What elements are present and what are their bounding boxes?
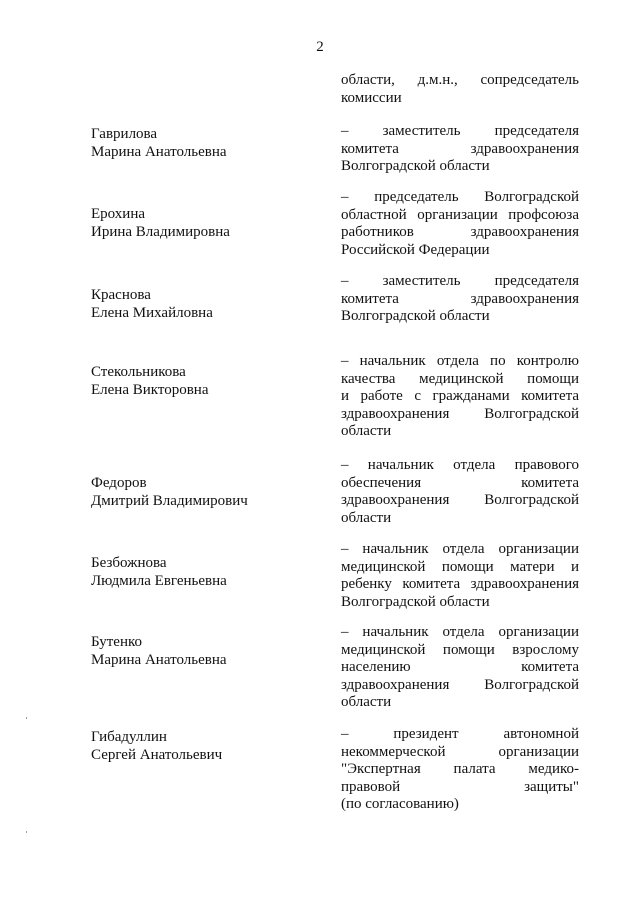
role-line: обеспечения комитета [341, 474, 579, 491]
role-line: комитета здравоохранения [341, 140, 579, 157]
member-given-names: Елена Викторовна [91, 382, 209, 398]
member-given-names: Дмитрий Владимирович [91, 493, 248, 509]
member-given-names: Сергей Анатольевич [91, 747, 223, 763]
role-line: ребенку комитета здравоохранения [341, 576, 579, 592]
member-name [91, 474, 321, 510]
role-line: медицинской помощи матери и [341, 558, 579, 575]
role-line: области [341, 694, 392, 710]
member-role [341, 353, 579, 441]
member-name [91, 363, 321, 399]
role-line: правовой защиты" [341, 778, 579, 795]
member-surname: Стекольникова [91, 364, 186, 380]
member-role [341, 624, 579, 712]
member-given-names: Марина Анатольевна [91, 144, 227, 160]
role-line: – председатель Волгоградской [341, 189, 579, 205]
member-surname: Краснова [91, 287, 151, 303]
page-number: 2 [316, 39, 324, 55]
member-role [341, 123, 579, 176]
role-line: Волгоградской области [341, 308, 490, 324]
intro-role-line: комиссии [341, 89, 402, 106]
role-line: – заместитель председателя [341, 273, 579, 289]
role-line: Российской Федерации [341, 241, 490, 258]
role-line: и работе с гражданами комитета [341, 388, 579, 404]
member-surname: Гаврилова [91, 126, 158, 142]
role-line: – начальник отдела организации [341, 541, 579, 557]
role-line: – начальник отдела правового [341, 457, 579, 473]
role-line: качества медицинской помощи [341, 370, 579, 387]
member-role [341, 541, 579, 611]
member-role [341, 189, 579, 259]
role-line: – заместитель председателя [341, 123, 579, 139]
intro-role [341, 72, 579, 107]
role-line: работников здравоохранения [341, 224, 579, 240]
member-role [341, 457, 579, 527]
member-surname: Бутенко [91, 634, 143, 650]
member-given-names: Ирина Владимировна [91, 224, 230, 240]
role-line: (по согласованию) [341, 796, 459, 812]
member-name [91, 728, 321, 764]
role-line: здравоохранения Волгоградской [341, 492, 579, 508]
role-line: медицинской помощи взрослому [341, 641, 579, 658]
scan-mark [26, 717, 27, 719]
role-line: "Экспертная палата медико- [341, 761, 579, 777]
member-surname: Безбожнова [91, 555, 167, 571]
role-line: – президент автономной [341, 726, 579, 742]
member-name [91, 554, 321, 590]
role-line: здравоохранения Волгоградской [341, 676, 579, 693]
member-name [91, 286, 321, 322]
role-line: областной организации профсоюза [341, 206, 579, 223]
role-line: некоммерческой организации [341, 743, 579, 760]
role-line: – начальник отдела организации [341, 624, 579, 640]
role-line: области [341, 423, 392, 439]
member-name [91, 633, 321, 669]
member-given-names: Елена Михайловна [91, 305, 213, 321]
member-given-names: Людмила Евгеньевна [91, 573, 227, 589]
intro-role-line: области, д.м.н., сопредседатель [341, 72, 579, 88]
role-line: Волгоградской области [341, 158, 490, 174]
member-role [341, 273, 579, 326]
role-line: – начальник отдела по контролю [341, 353, 579, 369]
role-line: комитета здравоохранения [341, 290, 579, 307]
scan-mark [26, 831, 27, 833]
role-line: населению комитета [341, 659, 579, 675]
member-surname: Гибадуллин [91, 729, 167, 745]
role-line: здравоохранения Волгоградской [341, 405, 579, 422]
member-given-names: Марина Анатольевна [91, 652, 227, 668]
role-line: Волгоградской области [341, 593, 490, 610]
role-line: области [341, 509, 392, 526]
member-name [91, 125, 321, 161]
member-name [91, 205, 321, 241]
member-surname: Ерохина [91, 206, 146, 222]
member-role [341, 726, 579, 814]
member-surname: Федоров [91, 475, 147, 491]
